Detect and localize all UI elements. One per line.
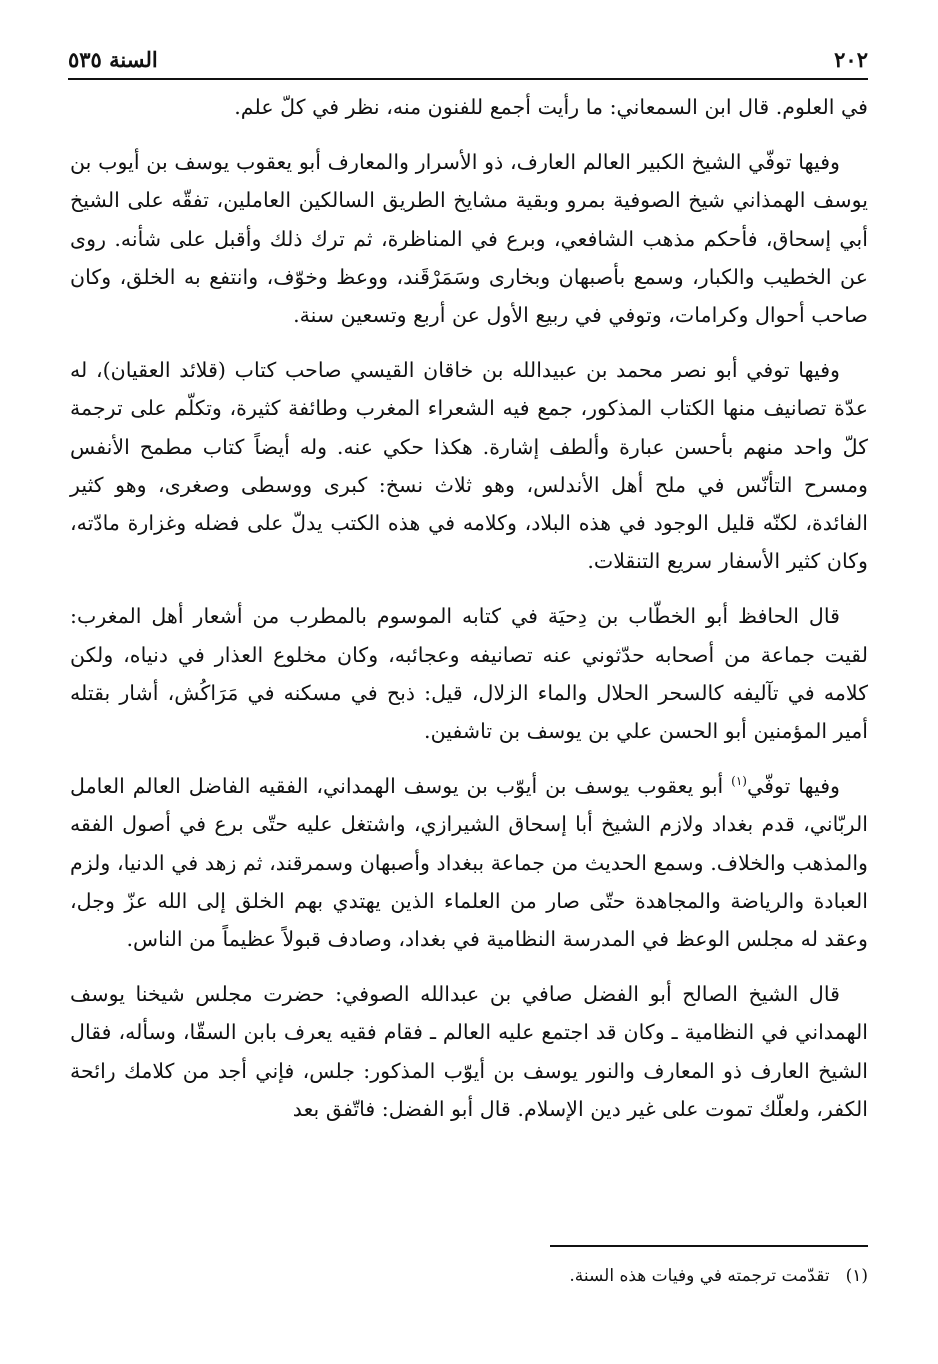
paragraph-6: قال الشيخ الصالح أبو الفضل صافي بن عبدالله الصوفي: حضرت مجلس شيخنا يوسف الهمداني في النظامية ـ وكان قد اجتمع عليه العالم ـ فقام فقيه يعرف بابن السقّا، وسأله، فقال الشيخ العارف ذو المعارف والنور يوسف بن أيوّب المذكور: جلس، فإني أجد من كلامك رائحة الكفر، ولعلّك تموت على غير دين الإسلام. قال أبو الفضل: فاتّفق بعد bbox=[70, 982, 868, 1121]
paragraph-5 bbox=[70, 767, 868, 958]
footnote-reference[interactable]: (١) bbox=[731, 774, 747, 789]
paragraph-4: قال الحافظ أبو الخطّاب بن دِحيَة في كتابه الموسوم بالمطرب من أشعار أهل المغرب: لقيت جماعة من أصحابه حدّثوني عنه تصانيفه وعجائبه، وكان مخلوع العذار في دنياه، ولكن كلامه في تآليفه كالسحر الحلال والماء الزلال، قيل: ذبح في مسكنه في مَرَاكُش، أشار بقتله أمير المؤمنين أبو الحسن علي بن يوسف بن تاشفين. bbox=[70, 604, 868, 744]
main-text bbox=[70, 88, 868, 1145]
footnote-number: (١) bbox=[845, 1266, 868, 1286]
footnote-divider bbox=[550, 1245, 868, 1247]
paragraph-1: في العلوم. قال ابن السمعاني: ما رأيت أجمع للفنون منه، نظر في كلّ علم. bbox=[234, 95, 868, 119]
paragraph-5-rest: أبو يعقوب يوسف بن أيوّب بن يوسف الهمداني، الفقيه الفاضل العالم العامل الربّاني، قدم بغداد ولازم الشيخ أبا إسحاق الشيرازي، واشتغل عليه حتّى برع في أصول الفقه والمذهب والخلاف. وسمع الحديث من جماعة ببغداد وأصبهان وسمرقند، ثم زهد في الدنيا، ولزم العبادة والرياضة والمجاهدة حتّى صار من العلماء الذين يهتدي بهم الخلق إلى الله عزّ وجل، وعقد له مجلس الوعظ في المدرسة النظامية في بغداد، وصادف قبولاً عظيماً من الناس. bbox=[70, 774, 868, 952]
page-number: ٢٠٢ bbox=[834, 47, 868, 72]
paragraph-3: وفيها توفي أبو نصر محمد بن عبيدالله بن خاقان القيسي صاحب كتاب (قلائد العقيان)، له عدّة تصانيف منها الكتاب المذكور، جمع فيه الشعراء المغرب وطائفة كثيرة، وتكلّم على ترجمة كلّ واحد منهم بأحسن عبارة وألطف إشارة. هكذا حكي عنه. وله أيضاً كتاب مطمح الأنفس ومسرح التأنّس في ملح أهل الأندلس، وهو ثلاث نسخ: كبرى ووسطى وصغرى، وهو كثير الفائدة، لكنّه قليل الوجود في هذه البلاد، وكلامه في هذه الكتب يدلّ على فضله وغزارة مادّته، وكان كثير الأسفار سريع التنقلات. bbox=[70, 358, 868, 574]
footnote bbox=[70, 1262, 868, 1290]
paragraph-2: وفيها توفّي الشيخ الكبير العالم العارف، ذو الأسرار والمعارف أبو يعقوب يوسف بن أيوب بن يوسف الهمذاني شيخ الصوفية بمرو وبقية مشايخ الطريق السالكين العاملين، تفقّه على الشيخ أبي إسحاق، فأحكم مذهب الشافعي، وبرع في المناظرة، ثم ترك ذلك وأقبل على شأنه. روى عن الخطيب والكبار، وسمع بأصبهان وبخارى وسَمَرْقَند، ووعظ وخوّف، وانتفع به الخلق، وكان صاحب أحوال وكرامات، وتوفي في ربيع الأول عن أربع وتسعين سنة. bbox=[70, 150, 868, 328]
page-header bbox=[68, 38, 868, 80]
paragraph-5-start: وفيها توفّي bbox=[746, 774, 840, 799]
footnote-text: تقدّمت ترجمته في وفيات هذه السنة. bbox=[569, 1266, 830, 1286]
running-title: السنة ٥٣٥ bbox=[68, 47, 158, 72]
